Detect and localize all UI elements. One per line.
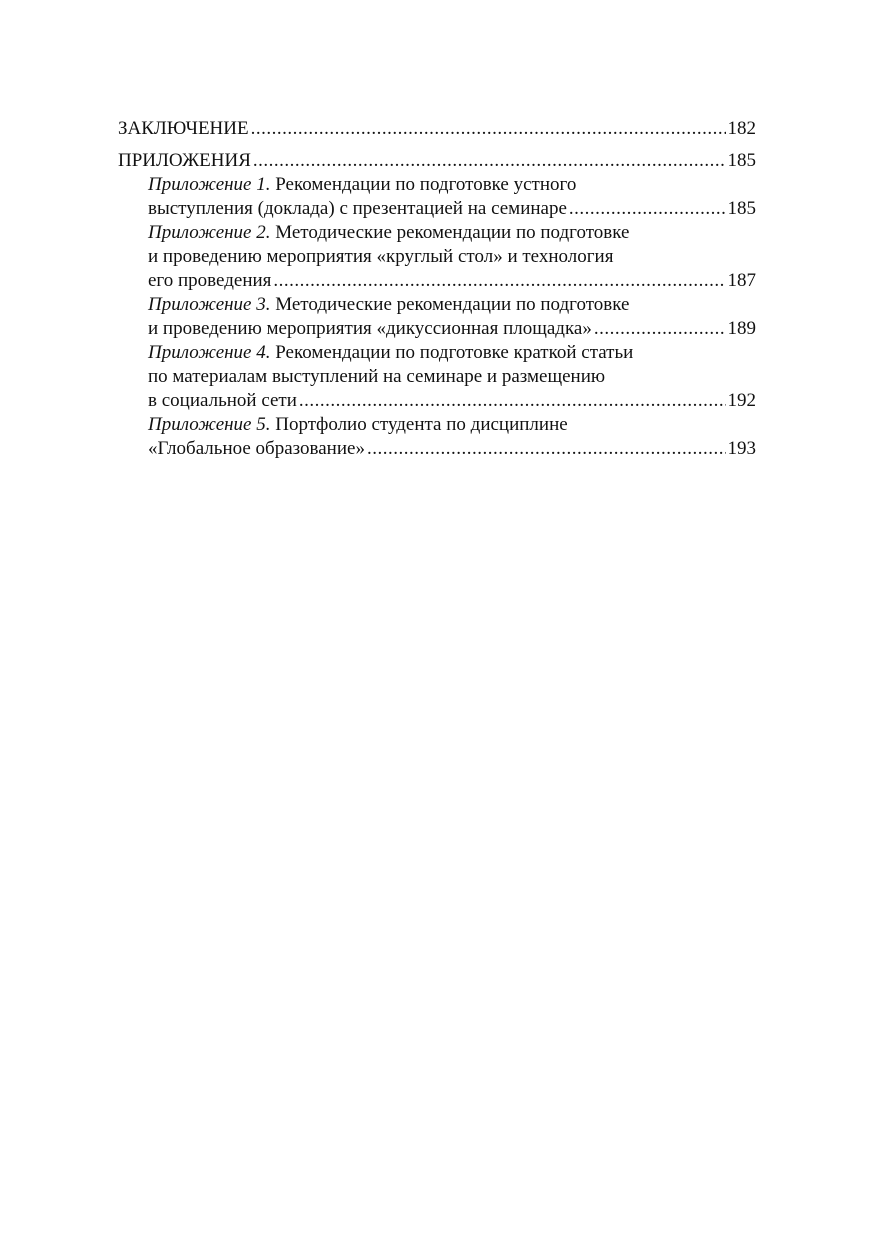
toc-page-number: 193 (727, 438, 756, 459)
toc-entry-appendix-1[interactable] (118, 173, 756, 221)
dot-leader (251, 117, 726, 141)
dot-leader (253, 149, 726, 173)
appendix-title-line: Рекомендации по подготовке краткой статьи (275, 342, 634, 363)
appendix-title-line: и проведению мероприятия «круглый стол» и технология (148, 246, 614, 267)
toc-page-number: 192 (727, 390, 756, 411)
toc-page-number: 187 (727, 270, 756, 291)
table-of-contents (118, 117, 756, 461)
appendix-label: Приложение 2. (148, 222, 271, 243)
appendix-title-line: по материалам выступлений на семинаре и размещению (148, 366, 606, 387)
dot-leader (594, 317, 726, 341)
toc-entry-appendix-4[interactable] (118, 341, 756, 413)
dot-leader (367, 437, 726, 461)
appendix-title-line: Портфолио студента по дисциплине (275, 414, 568, 435)
toc-entry-appendix-2[interactable] (118, 221, 756, 293)
toc-page-number: 185 (727, 198, 756, 219)
toc-entry-title: ЗАКЛЮЧЕНИЕ (118, 118, 249, 139)
appendix-title-line: его проведения (148, 270, 272, 291)
appendix-title-line: выступления (доклада) с презентацией на семинаре (148, 198, 567, 219)
toc-page-number: 182 (727, 118, 756, 139)
appendix-title-line: в социальной сети (148, 390, 297, 411)
appendix-title-line: Методические рекомендации по подготовке (275, 294, 630, 315)
toc-entry-appendix-5[interactable] (118, 413, 756, 461)
appendix-label: Приложение 1. (148, 174, 271, 195)
toc-page-number: 189 (727, 318, 756, 339)
appendix-label: Приложение 4. (148, 342, 271, 363)
appendix-title-line: Методические рекомендации по подготовке (275, 222, 630, 243)
toc-entry-conclusion[interactable] (118, 117, 756, 141)
appendix-title-line: «Глобальное образование» (148, 438, 365, 459)
appendix-label: Приложение 5. (148, 414, 271, 435)
appendix-title-line: и проведению мероприятия «дикуссионная площадка» (148, 318, 592, 339)
toc-entry-appendix-3[interactable] (118, 293, 756, 341)
dot-leader (273, 269, 725, 293)
appendix-title-line: Рекомендации по подготовке устного (275, 174, 577, 195)
toc-entry-appendices[interactable] (118, 149, 756, 173)
toc-page-number: 185 (727, 150, 756, 171)
appendix-label: Приложение 3. (148, 294, 271, 315)
dot-leader (299, 389, 726, 413)
toc-entry-title: ПРИЛОЖЕНИЯ (118, 150, 251, 171)
dot-leader (569, 197, 726, 221)
